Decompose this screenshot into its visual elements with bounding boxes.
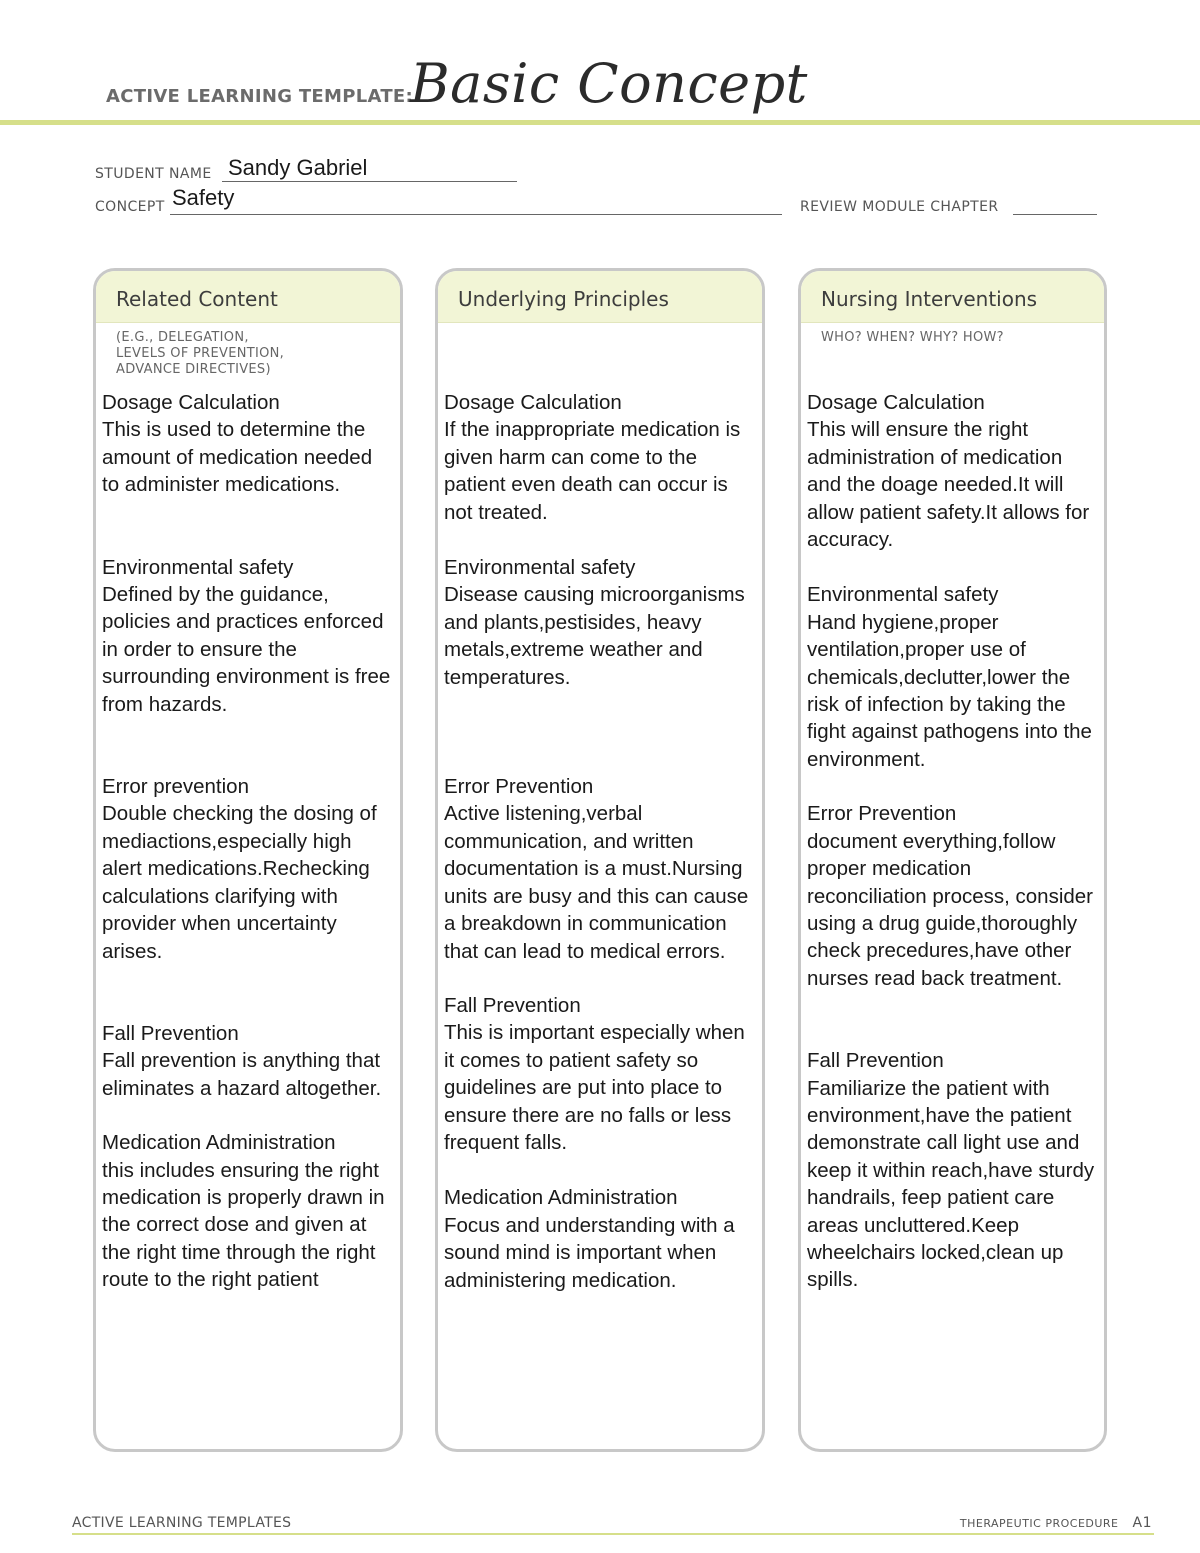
nursing-interventions-body[interactable] bbox=[801, 379, 1104, 1294]
footer-section: THERAPEUTIC PROCEDURE bbox=[959, 1517, 1119, 1530]
student-name-field[interactable]: Sandy Gabriel bbox=[228, 155, 368, 180]
entry-heading: Fall Prevention bbox=[807, 1049, 944, 1073]
entry-heading: Fall Prevention bbox=[444, 993, 581, 1017]
related-content-column bbox=[93, 268, 403, 1452]
entry bbox=[807, 389, 1096, 553]
nursing-interventions-subtitle: WHO? WHEN? WHY? HOW? bbox=[821, 330, 1004, 345]
entry-heading: Fall Prevention bbox=[102, 1021, 239, 1045]
entry-heading: Medication Administration bbox=[444, 1186, 678, 1210]
related-content-subtitle: (E.G., DELEGATION, LEVELS OF PREVENTION, ADVANCE DIRECTIVES) bbox=[116, 330, 285, 377]
entry-heading: Environmental safety bbox=[807, 583, 999, 607]
concept-line bbox=[170, 214, 782, 215]
related-content-title: Related Content bbox=[96, 271, 400, 323]
entry-heading: Error Prevention bbox=[444, 775, 594, 799]
entry-text: If the inappropriate medication is given harm can come to the patient even death can occur is not treated. bbox=[444, 418, 741, 524]
entry-text: document everything,follow proper medication reconciliation process, consider using a drug guide,thoroughly check precedures,have other nurses read back treatment. bbox=[807, 829, 1093, 990]
review-module-field[interactable] bbox=[1013, 214, 1097, 215]
entry-text: Familiarize the patient with environment,have the patient demonstrate call light use and keep it within reach,have sturdy handrails, feep patient care areas uncluttered.Keep wheelchairs locked,clean up spills. bbox=[807, 1076, 1095, 1292]
footer-code: A1 bbox=[1132, 1515, 1152, 1531]
related-content-body[interactable] bbox=[96, 379, 400, 1294]
entry-text: Focus and understanding with a sound mind is important when administering medication. bbox=[444, 1213, 735, 1292]
entry-text: Hand hygiene,proper ventilation,proper use of chemicals,declutter,lower the risk of infection by taking the fight against pathogens into the environment. bbox=[807, 610, 1092, 771]
entry bbox=[102, 554, 392, 718]
entry-heading: Dosage Calculation bbox=[102, 391, 280, 414]
underlying-principles-column bbox=[435, 268, 765, 1452]
entry-text: Disease causing microorganisms and plants,pestisides, heavy metals,extreme weather and temperatures. bbox=[444, 583, 745, 689]
entry bbox=[102, 773, 392, 965]
entry-text: Double checking the dosing of mediactions,especially high alert medications.Rechecking calculations clarifying with provider when uncertainty arises. bbox=[102, 802, 377, 963]
entry bbox=[102, 1129, 392, 1293]
entry-heading: Medication Administration bbox=[102, 1131, 336, 1155]
footer-right bbox=[960, 1515, 1152, 1531]
entry-text: This will ensure the right administration of medication and the doage needed.It will allow patient safety.It allows for accuracy. bbox=[807, 418, 1090, 552]
header-divider bbox=[0, 120, 1200, 125]
student-name-line bbox=[222, 181, 517, 182]
student-name-label: STUDENT NAME bbox=[95, 166, 212, 182]
entry bbox=[444, 554, 754, 691]
entry-text: This is used to determine the amount of medication needed to administer medications. bbox=[102, 418, 373, 497]
entry-heading: Dosage Calculation bbox=[807, 391, 985, 414]
template-label: ACTIVE LEARNING TEMPLATE: bbox=[106, 86, 413, 107]
entry bbox=[102, 389, 392, 499]
review-module-label: REVIEW MODULE CHAPTER bbox=[800, 199, 999, 215]
footer-divider bbox=[72, 1533, 1154, 1535]
underlying-principles-subtitle bbox=[438, 323, 762, 379]
entry bbox=[807, 800, 1096, 992]
entry bbox=[102, 1020, 392, 1102]
entry-heading: Error Prevention bbox=[807, 802, 957, 826]
entry-text: Active listening,verbal communication, and written documentation is a must.Nursing units are busy and this can cause a breakdown in communication that can lead to medical errors. bbox=[444, 802, 749, 963]
entry-heading: Environmental safety bbox=[102, 555, 294, 579]
entry-heading: Error prevention bbox=[102, 775, 249, 799]
entry bbox=[807, 581, 1096, 773]
page-title: Basic Concept bbox=[410, 52, 808, 115]
entry bbox=[807, 1047, 1096, 1294]
nursing-interventions-column bbox=[798, 268, 1107, 1452]
underlying-principles-body[interactable] bbox=[438, 379, 762, 1294]
entry bbox=[444, 1184, 754, 1294]
entry-text: This is important especially when it comes to patient safety so guidelines are put into place to ensure there are no falls or less frequent falls. bbox=[444, 1021, 745, 1154]
entry bbox=[444, 389, 754, 526]
entry bbox=[444, 773, 754, 965]
entry-heading: Dosage Calculation bbox=[444, 391, 622, 414]
concept-label: CONCEPT bbox=[95, 199, 165, 215]
underlying-principles-title: Underlying Principles bbox=[438, 271, 762, 323]
entry-text: Fall prevention is anything that eliminates a hazard altogether. bbox=[102, 1049, 382, 1100]
footer-left: ACTIVE LEARNING TEMPLATES bbox=[72, 1515, 292, 1531]
entry-text: this includes ensuring the right medication is properly drawn in the correct dose and given at the right time through the right route to the right patient bbox=[102, 1158, 385, 1292]
entry-text: Defined by the guidance, policies and practices enforced in order to ensure the surrounding environment is free from hazards. bbox=[102, 583, 391, 716]
page-header bbox=[0, 0, 1200, 130]
nursing-interventions-title: Nursing Interventions bbox=[801, 271, 1104, 323]
entry bbox=[444, 992, 754, 1156]
entry-heading: Environmental safety bbox=[444, 556, 636, 580]
concept-field[interactable]: Safety bbox=[172, 185, 235, 210]
